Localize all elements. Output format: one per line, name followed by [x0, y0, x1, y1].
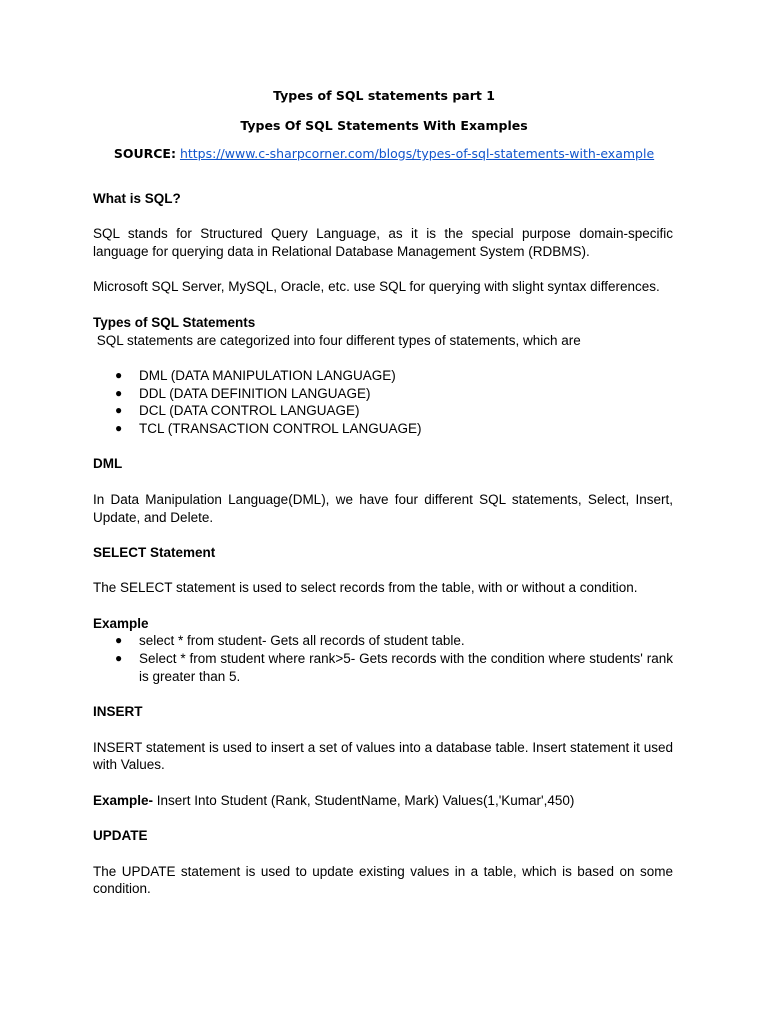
spacer — [93, 296, 673, 314]
paragraph-insert: INSERT statement is used to insert a set of values into a database table. Insert statement it used with Values. — [93, 739, 673, 773]
heading-dml: DML — [93, 456, 123, 472]
list-item-text: select * from student- Gets all records of student table. — [139, 633, 465, 649]
source-line — [0, 146, 768, 162]
bullet-icon: ● — [115, 421, 123, 436]
list-item-text: TCL (TRANSACTION CONTROL LANGUAGE) — [139, 421, 422, 437]
bullet-icon: ● — [115, 367, 123, 382]
insert-example — [93, 792, 673, 810]
list-item — [93, 632, 673, 650]
bullet-icon: ● — [115, 403, 123, 418]
sql-types-list — [93, 367, 673, 438]
list-item-text: DML (DATA MANIPULATION LANGUAGE) — [139, 367, 396, 383]
select-examples-list — [93, 632, 673, 685]
heading-update: UPDATE — [93, 828, 148, 844]
heading-select-example: Example — [93, 615, 149, 631]
list-item-text: DDL (DATA DEFINITION LANGUAGE) — [139, 385, 371, 401]
document-title: Types of SQL statements part 1 — [273, 88, 495, 103]
spacer — [93, 438, 673, 456]
source-link[interactable]: https://www.c-sharpcorner.com/blogs/types-of-sql-statements-with-example — [179, 146, 655, 161]
heading-what-is-sql: What is SQL? — [93, 191, 181, 206]
bullet-icon: ● — [115, 633, 123, 648]
list-item-text: Select * from student where rank>5- Gets records with the condition where students' rank is greater than 5. — [139, 651, 673, 684]
spacer — [93, 721, 673, 739]
source-label: SOURCE: — [113, 146, 176, 161]
spacer — [93, 562, 673, 580]
heading-types-of-sql: Types of SQL Statements — [93, 314, 256, 330]
spacer — [93, 261, 673, 279]
list-item — [93, 650, 673, 685]
paragraph-sql-definition: SQL stands for Structured Query Language, as it is the special purpose domain-specific language for querying data in Relational Database Management System (RDBMS). — [93, 226, 673, 260]
paragraph-update: The UPDATE statement is used to update existing values in a table, which is based on some condition. — [93, 863, 673, 897]
paragraph-sql-vendors: Microsoft SQL Server, MySQL, Oracle, etc. use SQL for querying with slight syntax differences. — [93, 279, 660, 295]
list-item — [93, 420, 673, 438]
paragraph-select: The SELECT statement is used to select records from the table, with or without a condition. — [93, 580, 638, 596]
spacer — [93, 809, 673, 827]
document-body — [93, 190, 673, 898]
heading-insert: INSERT — [93, 704, 143, 720]
spacer — [93, 349, 673, 367]
bullet-icon: ● — [115, 385, 123, 400]
list-item — [93, 385, 673, 403]
insert-example-label: Example- — [93, 792, 154, 808]
spacer — [93, 526, 673, 544]
spacer — [93, 208, 673, 226]
list-item — [93, 367, 673, 385]
document-subtitle: Types Of SQL Statements With Examples — [240, 118, 528, 133]
spacer — [93, 774, 673, 792]
paragraph-types-intro: SQL statements are categorized into four different types of statements, which are — [93, 332, 581, 348]
spacer — [93, 686, 673, 704]
spacer — [93, 845, 673, 863]
paragraph-dml: In Data Manipulation Language(DML), we have four different SQL statements, Select, Insert, Update, and Delete. — [93, 491, 673, 525]
bullet-icon: ● — [115, 651, 123, 666]
list-item-text: DCL (DATA CONTROL LANGUAGE) — [139, 403, 360, 419]
list-item — [93, 402, 673, 420]
insert-example-code: Insert Into Student (Rank, StudentName, Mark) Values(1,'Kumar',450) — [153, 792, 575, 808]
spacer — [93, 473, 673, 491]
spacer — [93, 597, 673, 615]
heading-select: SELECT Statement — [93, 544, 216, 560]
